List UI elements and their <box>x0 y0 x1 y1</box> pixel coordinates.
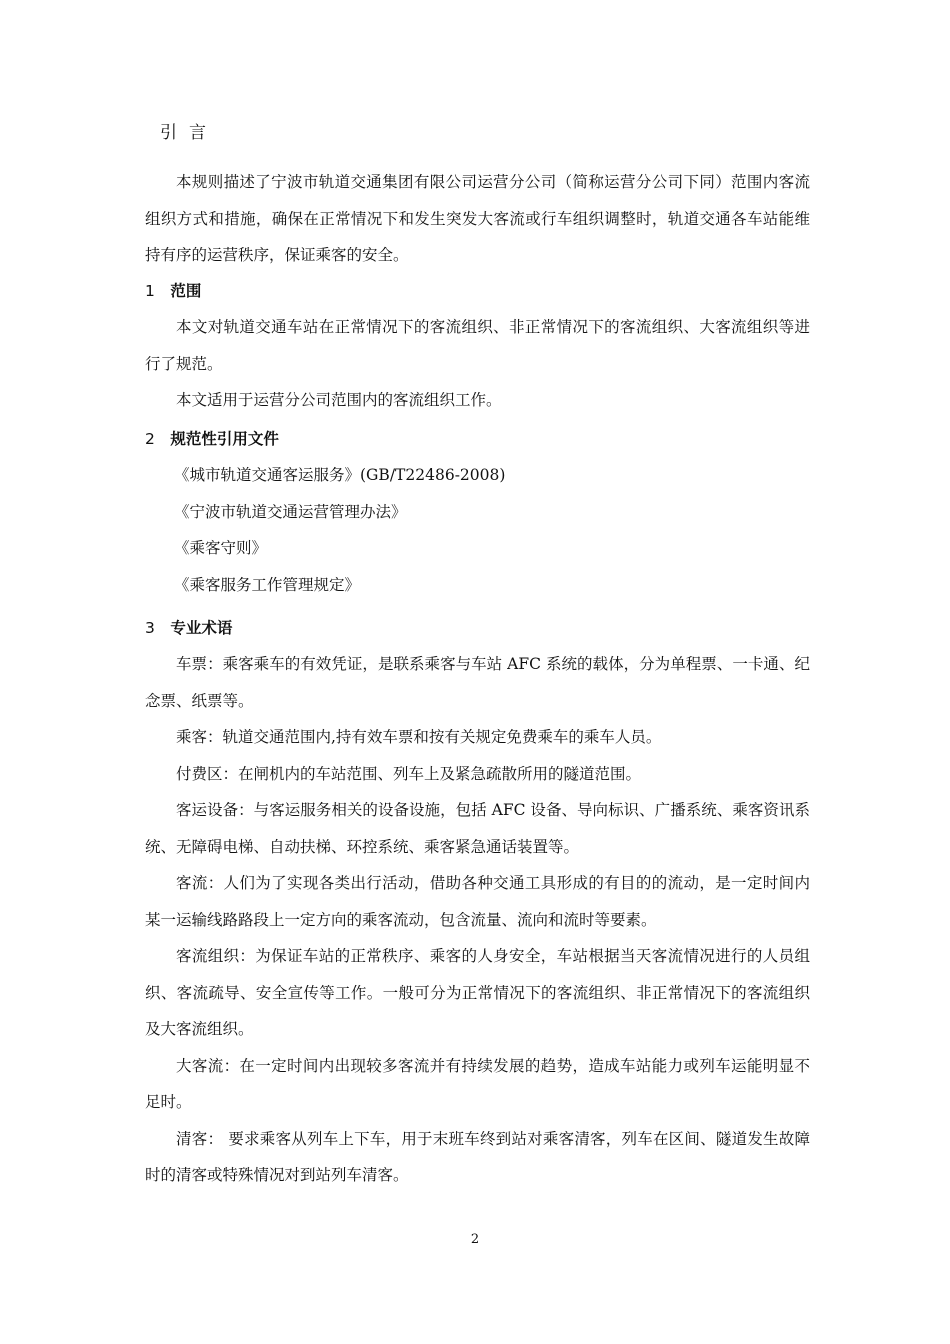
term-definition: 客运设备：与客运服务相关的设备设施，包括 AFC 设备、导向标识、广播系统、乘客资讯系统、无障碍电梯、自动扶梯、环控系统、乘客紧急通话装置等。 <box>145 801 810 856</box>
terms-heading-title: 专业术语 <box>170 619 233 637</box>
reference-item: 《乘客守则》 <box>174 539 268 557</box>
references-heading-title: 规范性引用文件 <box>170 430 279 448</box>
scope-heading-number: 1 <box>145 282 155 300</box>
references-heading <box>145 421 810 457</box>
term-definition: 清客： 要求乘客从列车上下车，用于末班车终到站对乘客清客，列车在区间、隧道发生故障时的清客或特殊情况对到站列车清客。 <box>145 1129 810 1184</box>
references-section <box>145 421 810 603</box>
page-number: 2 <box>470 1232 480 1247</box>
terms-heading <box>145 610 810 646</box>
scope-paragraph: 本文对轨道交通车站在正常情况下的客流组织、非正常情况下的客流组织、大客流组织等进行了规范。 <box>145 318 810 373</box>
terms-section <box>145 610 810 1194</box>
term-definition: 付费区：在闸机内的车站范围、列车上及紧急疏散所用的隧道范围。 <box>176 764 642 783</box>
intro-section <box>145 164 810 274</box>
scope-heading <box>145 273 810 309</box>
reference-item: 《宁波市轨道交通运营管理办法》 <box>174 502 407 521</box>
term-definition: 客流：人们为了实现各类出行活动，借助各种交通工具形成的有目的的流动，是一定时间内某一运输线路路段上一定方向的乘客流动，包含流量、流向和流时等要素。 <box>145 874 810 929</box>
terms-heading-number: 3 <box>145 619 155 637</box>
scope-section <box>145 273 810 419</box>
reference-item: 《乘客服务工作管理规定》 <box>174 575 361 594</box>
term-definition: 乘客：轨道交通范围内,持有效车票和按有关规定免费乘车的乘车人员。 <box>176 728 662 746</box>
scope-paragraph: 本文适用于运营分公司范围内的客流组织工作。 <box>176 391 502 409</box>
scope-heading-title: 范围 <box>170 282 202 300</box>
term-definition: 车票：乘客乘车的有效凭证，是联系乘客与车站 AFC 系统的载体，分为单程票、一卡通、纪念票、纸票等。 <box>145 655 810 710</box>
term-definition: 大客流：在一定时间内出现较多客流并有持续发展的趋势，造成车站能力或列车运能明显不足时。 <box>145 1056 810 1111</box>
intro-paragraph: 本规则描述了宁波市轨道交通集团有限公司运营分公司（简称运营分公司下同）范围内客流组织方式和措施，确保在正常情况下和发生突发大客流或行车组织调整时，轨道交通各车站能维持有序的运营秩序，保证乘客的安全。 <box>145 173 810 264</box>
intro-title: 引言 <box>160 123 218 143</box>
term-definition: 客流组织：为保证车站的正常秩序、乘客的人身安全，车站根据当天客流情况进行的人员组织、客流疏导、安全宣传等工作。一般可分为正常情况下的客流组织、非正常情况下的客流组织及大客流组织。 <box>145 947 810 1038</box>
reference-item: 《城市轨道交通客运服务》(GB/T22486-2008) <box>174 466 506 484</box>
references-heading-number: 2 <box>145 430 155 448</box>
